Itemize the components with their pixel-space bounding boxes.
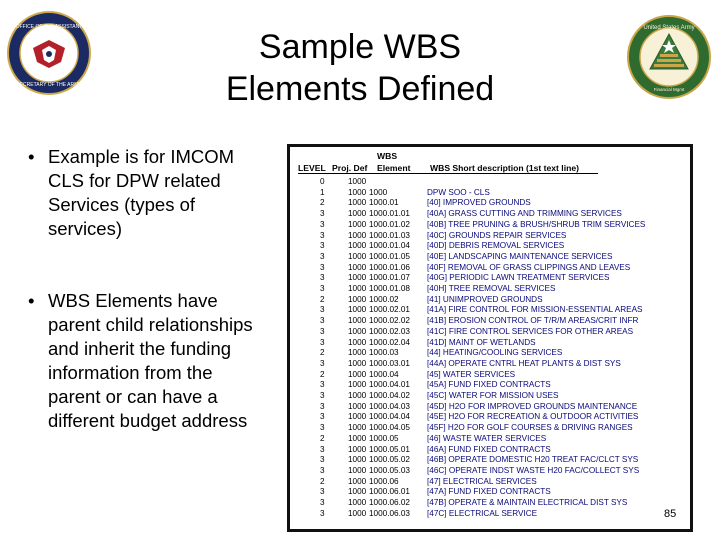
army-fm-seal-icon (626, 14, 712, 100)
cell-wbs-element: 1000.03 (369, 348, 399, 358)
cell-description: [41A] FIRE CONTROL FOR MISSION-ESSENTIAL AREAS (427, 305, 643, 315)
table-row (290, 466, 690, 477)
cell-description: [45C] WATER FOR MISSION USES (427, 391, 559, 400)
cell-proj-def: 1000 (348, 358, 367, 368)
cell-level: 3 (320, 219, 325, 229)
cell-level: 3 (320, 316, 325, 326)
table-row (290, 370, 690, 381)
cell-proj-def: 1000 (348, 251, 367, 261)
cell-description: [40F] REMOVAL OF GRASS CLIPPINGS AND LEAVES (427, 262, 631, 272)
table-row (290, 498, 690, 509)
cell-proj-def: 1000 (348, 380, 367, 390)
cell-level: 2 (320, 348, 325, 358)
cell-proj-def: 1000 (348, 337, 367, 347)
cell-level: 2 (320, 433, 325, 443)
cell-level: 3 (320, 337, 325, 347)
cell-proj-def: 1000 (348, 230, 367, 240)
table-row (290, 477, 690, 488)
table-row (290, 252, 690, 263)
cell-wbs-element: 1000.06.03 (369, 508, 410, 518)
cell-level: 3 (320, 391, 325, 400)
cell-level: 3 (320, 423, 325, 433)
cell-proj-def: 1000 (348, 498, 367, 507)
cell-level: 3 (320, 273, 325, 283)
cell-wbs-element: 1000.04.03 (369, 401, 410, 411)
cell-level: 3 (320, 358, 325, 368)
table-row (290, 455, 690, 466)
cell-proj-def: 1000 (348, 476, 367, 486)
cell-wbs-element: 1000.02.03 (369, 326, 410, 336)
cell-proj-def: 1000 (348, 198, 367, 208)
cell-wbs-element: 1000.04.05 (369, 423, 410, 433)
cell-wbs-element: 1000.01.05 (369, 251, 410, 261)
table-row (290, 316, 690, 327)
cell-proj-def: 1000 (348, 465, 367, 475)
cell-wbs-element: 1000.02.02 (369, 316, 410, 326)
cell-description: [41D] MAINT OF WETLANDS (427, 337, 536, 347)
cell-level: 2 (320, 294, 325, 304)
cell-proj-def: 1000 (348, 423, 367, 433)
cell-description: [46] WASTE WATER SERVICES (427, 433, 547, 443)
cell-level: 3 (320, 251, 325, 261)
cell-wbs-element: 1000.01.03 (369, 230, 410, 240)
cell-proj-def: 1000 (348, 391, 367, 400)
svg-text:SECRETARY OF THE ARMY: SECRETARY OF THE ARMY (16, 82, 82, 88)
cell-wbs-element: 1000.01.01 (369, 209, 410, 219)
cell-description: [44A] OPERATE CNTRL HEAT PLANTS & DIST SYS (427, 358, 621, 368)
cell-description: [40B] TREE PRUNING & BRUSH/SHRUB TRIM SERVICES (427, 219, 646, 229)
svg-text:Financial Mgmt: Financial Mgmt (653, 87, 685, 92)
bullet-list (28, 145, 268, 481)
header-element: Element (377, 163, 411, 173)
cell-proj-def: 1000 (348, 508, 367, 518)
title-line-2: Elements Defined (225, 70, 495, 108)
page-title (150, 26, 570, 110)
cell-description: [46C] OPERATE INDST WASTE H20 FAC/COLLECT SYS (427, 465, 640, 475)
cell-proj-def: 1000 (348, 262, 367, 272)
table-header-underline (298, 173, 598, 174)
cell-wbs-element: 1000.01.04 (369, 241, 410, 251)
cell-description: [47B] OPERATE & MAINTAIN ELECTRICAL DIST SYS (427, 498, 628, 507)
table-row (290, 434, 690, 445)
cell-proj-def: 1000 (348, 444, 367, 454)
cell-wbs-element: 1000.06.01 (369, 487, 410, 497)
cell-description: [41C] FIRE CONTROL SERVICES FOR OTHER AREAS (427, 326, 634, 336)
cell-proj-def: 1000 (348, 209, 367, 219)
cell-level: 3 (320, 412, 325, 422)
table-row (290, 327, 690, 338)
bullet-dot: • (28, 146, 35, 167)
cell-level: 1 (320, 187, 325, 197)
table-row (290, 445, 690, 456)
cell-proj-def: 1000 (348, 433, 367, 443)
cell-level: 0 (320, 177, 325, 186)
table-row (290, 305, 690, 316)
table-row (290, 188, 690, 199)
header-wbs: WBS (377, 151, 398, 161)
header-level: LEVEL (298, 163, 326, 173)
cell-level: 3 (320, 230, 325, 240)
cell-wbs-element: 1000.02.01 (369, 305, 410, 315)
cell-proj-def: 1000 (348, 284, 367, 293)
cell-level: 3 (320, 305, 325, 315)
army-asa-seal-icon (6, 10, 92, 96)
cell-wbs-element: 1000.02 (369, 294, 399, 304)
cell-description: [40G] PERIODIC LAWN TREATMENT SERVICES (427, 273, 610, 283)
table-row (290, 241, 690, 252)
cell-wbs-element: 1000.04.02 (369, 391, 410, 400)
cell-level: 3 (320, 262, 325, 272)
cell-proj-def: 1000 (348, 273, 367, 283)
cell-wbs-element: 1000.03.01 (369, 358, 410, 368)
cell-description: [47A] FUND FIXED CONTRACTS (427, 487, 551, 497)
cell-description: [47C] ELECTRICAL SERVICE (427, 508, 538, 518)
cell-level: 3 (320, 508, 325, 518)
table-row (290, 231, 690, 242)
cell-proj-def: 1000 (348, 177, 367, 186)
table-row (290, 263, 690, 274)
table-row (290, 412, 690, 423)
cell-wbs-element: 1000.01.02 (369, 219, 410, 229)
table-row (290, 348, 690, 359)
cell-wbs-element: 1000.05 (369, 433, 399, 443)
cell-description: [40C] GROUNDS REPAIR SERVICES (427, 230, 567, 240)
cell-wbs-element: 1000.05.01 (369, 444, 410, 454)
cell-proj-def: 1000 (348, 305, 367, 315)
table-row (290, 380, 690, 391)
cell-wbs-element: 1000.01.08 (369, 284, 410, 293)
cell-wbs-element: 1000.01 (369, 198, 399, 208)
cell-proj-def: 1000 (348, 412, 367, 422)
header-proj-def: Proj. Def (332, 163, 368, 173)
cell-description: [47] ELECTRICAL SERVICES (427, 476, 537, 486)
cell-description: [46B] OPERATE DOMESTIC H20 TREAT FAC/CLCT SYS (427, 455, 639, 465)
table-row (290, 423, 690, 434)
cell-level: 2 (320, 198, 325, 208)
cell-proj-def: 1000 (348, 316, 367, 326)
cell-description: [45F] H2O FOR GOLF COURSES & DRIVING RANGES (427, 423, 633, 433)
cell-proj-def: 1000 (348, 369, 367, 379)
table-row (290, 487, 690, 498)
cell-description: [41] UNIMPROVED GROUNDS (427, 294, 543, 304)
table-row (290, 295, 690, 306)
cell-level: 3 (320, 444, 325, 454)
cell-wbs-element: 1000.01.06 (369, 262, 410, 272)
cell-level: 3 (320, 209, 325, 219)
table-row (290, 509, 690, 520)
table-row (290, 284, 690, 295)
cell-level: 2 (320, 476, 325, 486)
cell-wbs-element: 1000.06.02 (369, 498, 410, 507)
cell-wbs-element: 1000.05.02 (369, 455, 410, 465)
header-description: WBS Short description (1st text line) (430, 163, 579, 173)
cell-description: [40] IMPROVED GROUNDS (427, 198, 531, 208)
cell-description: DPW SOO - CLS (427, 187, 490, 197)
cell-level: 3 (320, 401, 325, 411)
cell-description: [40A] GRASS CUTTING AND TRIMMING SERVICES (427, 209, 622, 219)
table-row (290, 402, 690, 413)
cell-description: [44] HEATING/COOLING SERVICES (427, 348, 563, 358)
cell-level: 2 (320, 369, 325, 379)
table-row (290, 198, 690, 209)
cell-wbs-element: 1000.06 (369, 476, 399, 486)
svg-text:OFFICE OF THE ASSISTANT: OFFICE OF THE ASSISTANT (15, 24, 83, 30)
cell-description: [40D] DEBRIS REMOVAL SERVICES (427, 241, 565, 251)
cell-level: 3 (320, 380, 325, 390)
table-row (290, 391, 690, 402)
cell-wbs-element: 1000.01.07 (369, 273, 410, 283)
cell-proj-def: 1000 (348, 348, 367, 358)
cell-level: 3 (320, 498, 325, 507)
table-row (290, 273, 690, 284)
cell-proj-def: 1000 (348, 187, 367, 197)
bullet-text: Example is for IMCOM CLS for DPW related Services (types of services) (48, 146, 235, 239)
bullet-item-2 (28, 289, 268, 433)
cell-description: [46A] FUND FIXED CONTRACTS (427, 444, 551, 454)
cell-level: 3 (320, 455, 325, 465)
cell-level: 3 (320, 241, 325, 251)
cell-wbs-element: 1000.04.01 (369, 380, 410, 390)
cell-description: [40E] LANDSCAPING MAINTENANCE SERVICES (427, 251, 613, 261)
cell-level: 3 (320, 487, 325, 497)
cell-wbs-element: 1000.02.04 (369, 337, 410, 347)
table-row (290, 359, 690, 370)
bullet-text: WBS Elements have parent child relationships and inherit the funding information from the parent or can have a different budget address (48, 290, 253, 431)
cell-wbs-element: 1000 (369, 187, 388, 197)
cell-proj-def: 1000 (348, 401, 367, 411)
cell-proj-def: 1000 (348, 294, 367, 304)
cell-description: [45A] FUND FIXED CONTRACTS (427, 380, 551, 390)
cell-level: 3 (320, 284, 325, 293)
table-row (290, 177, 690, 188)
bullet-dot: • (28, 290, 35, 311)
cell-description: [40H] TREE REMOVAL SERVICES (427, 284, 556, 293)
table-row (290, 209, 690, 220)
cell-proj-def: 1000 (348, 487, 367, 497)
cell-wbs-element: 1000.04.04 (369, 412, 410, 422)
cell-proj-def: 1000 (348, 241, 367, 251)
table-row (290, 338, 690, 349)
cell-level: 3 (320, 465, 325, 475)
wbs-table (287, 144, 693, 532)
cell-description: [41B] EROSION CONTROL OF T/R/M AREAS/CRIT INFR (427, 316, 639, 326)
cell-description: [45D] H2O FOR IMPROVED GROUNDS MAINTENANCE (427, 401, 638, 411)
cell-proj-def: 1000 (348, 455, 367, 465)
cell-description: [45E] H2O FOR RECREATION & OUTDOOR ACTIVITIES (427, 412, 639, 422)
bullet-item-1 (28, 145, 268, 241)
cell-proj-def: 1000 (348, 219, 367, 229)
table-row (290, 220, 690, 231)
cell-proj-def: 1000 (348, 326, 367, 336)
cell-wbs-element: 1000.04 (369, 369, 399, 379)
page-number: 85 (664, 508, 677, 520)
cell-wbs-element: 1000.05.03 (369, 465, 410, 475)
cell-description: [45] WATER SERVICES (427, 369, 516, 379)
cell-level: 3 (320, 326, 325, 336)
title-line-1: Sample WBS (258, 28, 462, 66)
svg-text:United States Army: United States Army (643, 25, 695, 31)
